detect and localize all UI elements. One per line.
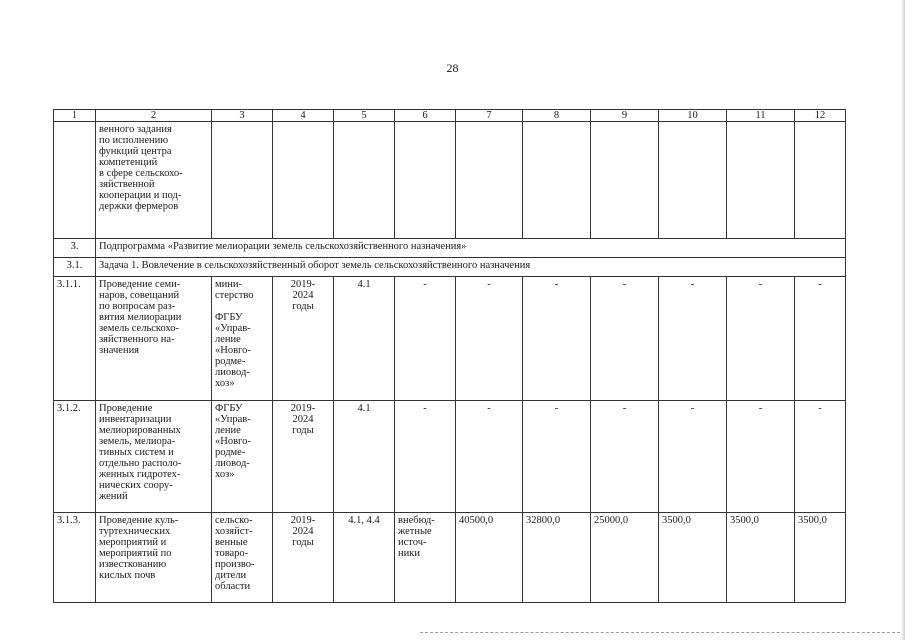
value-cell: - bbox=[456, 277, 523, 401]
value-cell: - bbox=[795, 277, 846, 401]
measure-description: Проведение семи- наров, совещаний по вопросам раз- вития мелиорации земель сельскохо- зяйственного на- значения bbox=[96, 277, 212, 401]
table-row bbox=[54, 401, 846, 513]
header-cell: 6 bbox=[395, 110, 456, 122]
measure-description: Проведение инвентаризации мелиорированных земель, мелиора- тивных систем и отдельно располо- женных гидротех- нических соору- жений bbox=[96, 401, 212, 513]
table-cell bbox=[727, 122, 795, 239]
value-cell: 25000,0 bbox=[591, 513, 659, 603]
header-cell: 10 bbox=[659, 110, 727, 122]
page-number: 28 bbox=[446, 61, 459, 75]
table-cell bbox=[523, 122, 591, 239]
value-cell: - bbox=[795, 401, 846, 513]
value-cell: - bbox=[591, 401, 659, 513]
funding-source: внебюд- жетные источ- ники bbox=[395, 513, 456, 603]
table-cell bbox=[212, 122, 273, 239]
header-cell: 11 bbox=[727, 110, 795, 122]
value-cell: - bbox=[659, 277, 727, 401]
row-number: 3.1.3. bbox=[54, 513, 96, 603]
header-row bbox=[54, 110, 846, 122]
row-number: 3.1.2. bbox=[54, 401, 96, 513]
value-cell: - bbox=[456, 401, 523, 513]
executor: мини- стерство ФГБУ «Управ- ление «Новго- родме- лиовод- хоз» bbox=[212, 277, 273, 401]
table-cell bbox=[54, 122, 96, 239]
funding-source: - bbox=[395, 401, 456, 513]
table-row bbox=[54, 513, 846, 603]
value-cell: 3500,0 bbox=[795, 513, 846, 603]
table-cell bbox=[456, 122, 523, 239]
period: 2019- 2024 годы bbox=[273, 277, 334, 401]
header-cell: 7 bbox=[456, 110, 523, 122]
value-cell: - bbox=[727, 277, 795, 401]
value-cell: - bbox=[659, 401, 727, 513]
value-cell: - bbox=[523, 277, 591, 401]
value-cell: 3500,0 bbox=[659, 513, 727, 603]
value-cell: 32800,0 bbox=[523, 513, 591, 603]
row-number: 3.1. bbox=[54, 258, 96, 277]
header-cell: 1 bbox=[54, 110, 96, 122]
table-cell bbox=[395, 122, 456, 239]
value-cell: - bbox=[727, 401, 795, 513]
continued-description: венного задания по исполнению функций центра компетенций в сфере сельскохо- зяйственной кооперации и под- держки фермеров bbox=[96, 122, 212, 239]
value-cell: 3500,0 bbox=[727, 513, 795, 603]
table-cell bbox=[591, 122, 659, 239]
executor: сельско- хозяйст- венные товаро- произво- дители области bbox=[212, 513, 273, 603]
scan-edge bbox=[901, 0, 905, 640]
program-table bbox=[53, 109, 846, 603]
target-indicator: 4.1, 4.4 bbox=[334, 513, 395, 603]
target-indicator: 4.1 bbox=[334, 401, 395, 513]
header-cell: 8 bbox=[523, 110, 591, 122]
row-number: 3. bbox=[54, 239, 96, 258]
table-cell bbox=[334, 122, 395, 239]
funding-source: - bbox=[395, 277, 456, 401]
row-number: 3.1.1. bbox=[54, 277, 96, 401]
executor: ФГБУ «Управ- ление «Новго- родме- лиовод- хоз» bbox=[212, 401, 273, 513]
period: 2019- 2024 годы bbox=[273, 401, 334, 513]
target-indicator: 4.1 bbox=[334, 277, 395, 401]
task-row bbox=[54, 258, 846, 277]
header-cell: 5 bbox=[334, 110, 395, 122]
table-cell bbox=[659, 122, 727, 239]
header-cell: 2 bbox=[96, 110, 212, 122]
value-cell: - bbox=[591, 277, 659, 401]
table-row bbox=[54, 277, 846, 401]
table-cell bbox=[273, 122, 334, 239]
value-cell: 40500,0 bbox=[456, 513, 523, 603]
header-cell: 4 bbox=[273, 110, 334, 122]
scan-artifact bbox=[420, 632, 900, 635]
task-title: Задача 1. Вовлечение в сельскохозяйственный оборот земель сельскохозяйственного назначения bbox=[96, 258, 846, 277]
subprogram-row bbox=[54, 239, 846, 258]
value-cell: - bbox=[523, 401, 591, 513]
subprogram-title: Подпрограмма «Развитие мелиорации земель сельскохозяйственного назначения» bbox=[96, 239, 846, 258]
period: 2019- 2024 годы bbox=[273, 513, 334, 603]
measure-description: Проведение куль- туртехнических мероприятий и мероприятий по известкованию кислых почв bbox=[96, 513, 212, 603]
table-row-continuation bbox=[54, 122, 846, 239]
header-cell: 3 bbox=[212, 110, 273, 122]
header-cell: 9 bbox=[591, 110, 659, 122]
table-cell bbox=[795, 122, 846, 239]
header-cell: 12 bbox=[795, 110, 846, 122]
